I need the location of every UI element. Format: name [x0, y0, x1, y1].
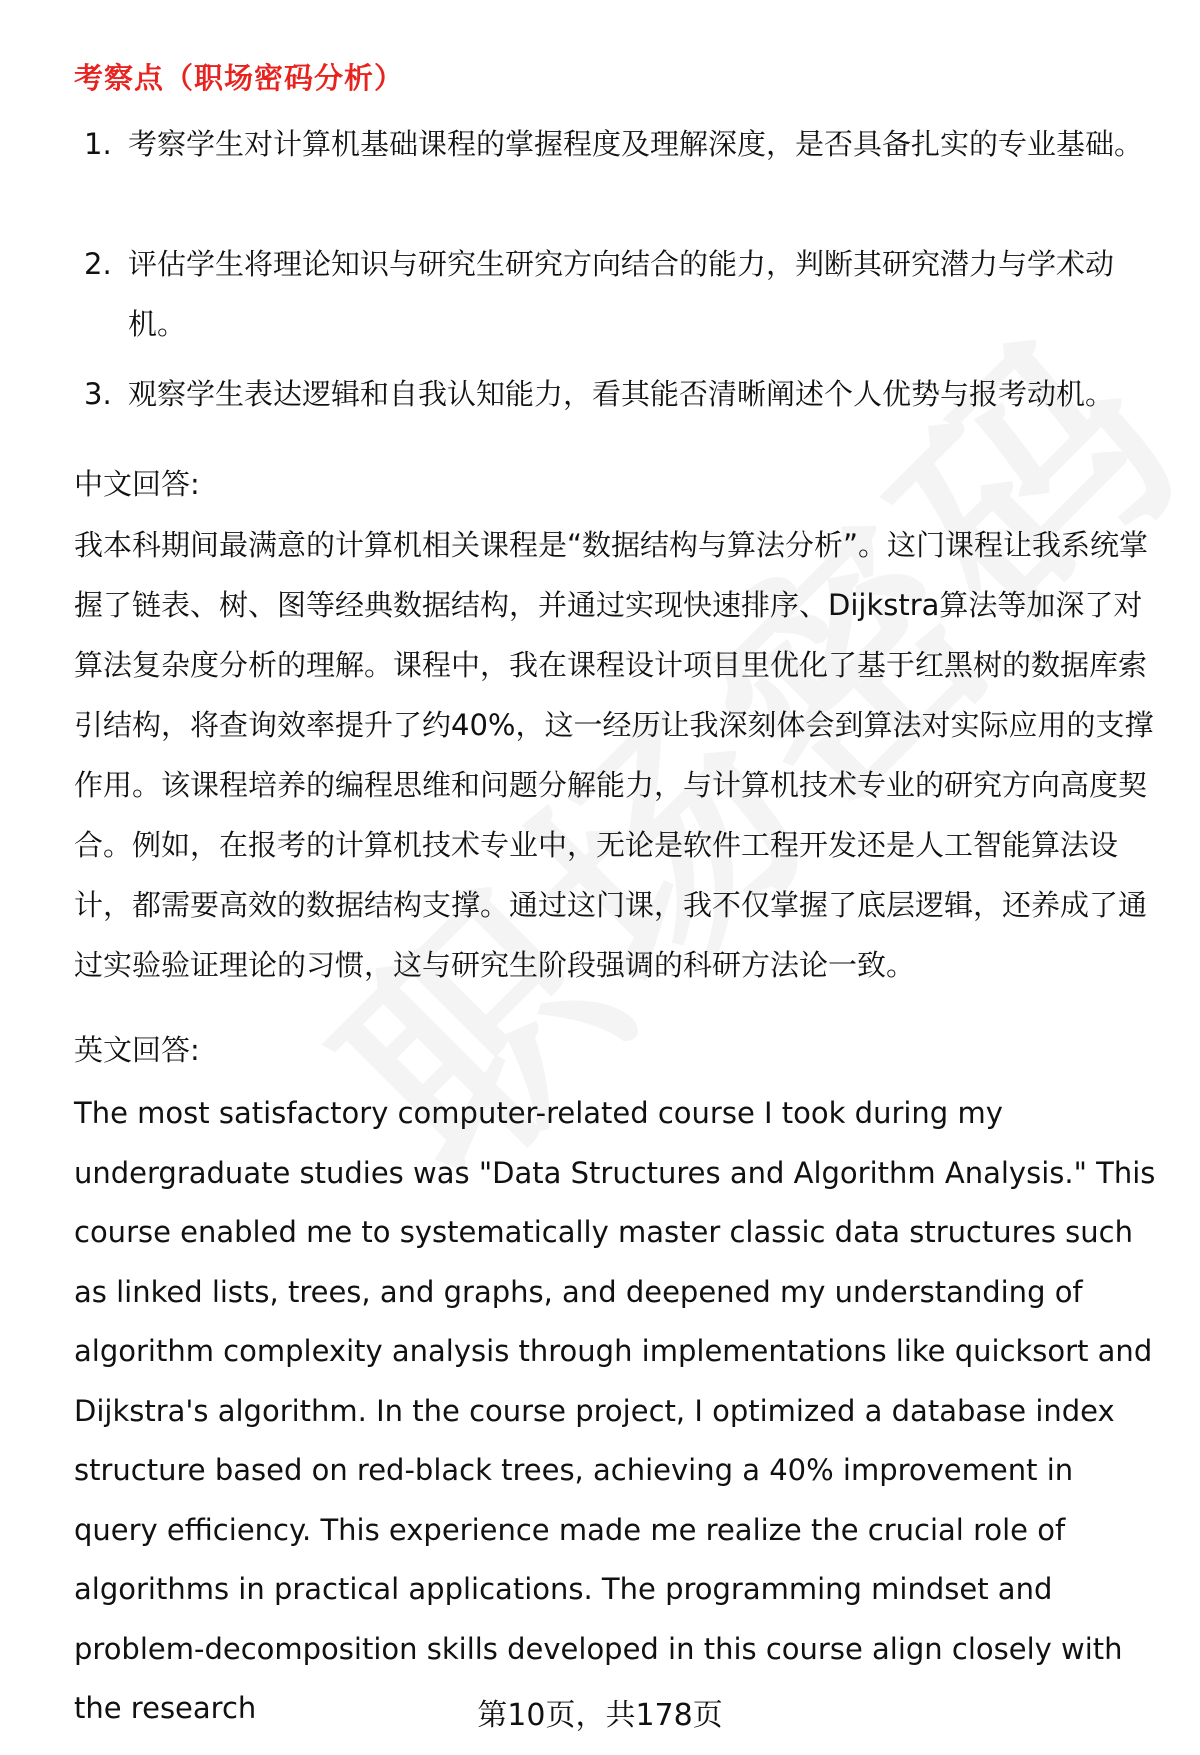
english-answer-body: The most satisfactory computer-related course I took during my undergraduate studies was "Data Structures and Algorithm Analysis." This course enabled me to systematically master classic data structures such as linked lists, trees, and graphs, and deepened my understanding of algorithm complexity analysis through implementations like quicksort and Dijkstra's algorithm. In the course project, I optimized a database index structure based on red-black trees, achieving a 40% improvement in query efficiency. This experience made me realize the crucial role of algorithms in practical applications. The programming mindset and problem-decomposition skills developed in this course align closely with the research — [74, 1096, 1156, 1725]
list-item — [84, 234, 1144, 354]
list-number: 3. — [84, 377, 112, 411]
page-number: 第10页，共178页 — [477, 1698, 723, 1733]
chinese-answer-label: 中文回答: — [74, 467, 200, 501]
list-item — [84, 364, 1144, 424]
list-item — [84, 114, 1144, 174]
list-text: 观察学生表达逻辑和自我认知能力，看其能否清晰阐述个人优势与报考动机。 — [128, 377, 1115, 411]
english-answer-label: 英文回答: — [74, 1033, 200, 1067]
list-number: 2. — [84, 247, 112, 281]
list-text: 考察学生对计算机基础课程的掌握程度及理解深度，是否具备扎实的专业基础。 — [128, 127, 1144, 161]
list-number: 1. — [84, 127, 112, 161]
chinese-answer-body: 我本科期间最满意的计算机相关课程是“数据结构与算法分析”。这门课程让我系统掌握了链表、树、图等经典数据结构，并通过实现快速排序、Dijkstra算法等加深了对算法复杂度分析的理解。课程中，我在课程设计项目里优化了基于红黑树的数据库索引结构，将查询效率提升了约40%，这一经历让我深刻体会到算法对实际应用的支撑作用。该课程培养的编程思维和问题分解能力，与计算机技术专业的研究方向高度契合。例如，在报考的计算机技术专业中，无论是软件工程开发还是人工智能算法设计，都需要高效的数据结构支撑。通过这门课，我不仅掌握了底层逻辑，还养成了通过实验验证理论的习惯，这与研究生阶段强调的科研方法论一致。 — [74, 528, 1154, 982]
list-text: 评估学生将理论知识与研究生研究方向结合的能力，判断其研究潜力与学术动机。 — [128, 247, 1115, 341]
section-heading: 考察点（职场密码分析） — [74, 61, 405, 95]
